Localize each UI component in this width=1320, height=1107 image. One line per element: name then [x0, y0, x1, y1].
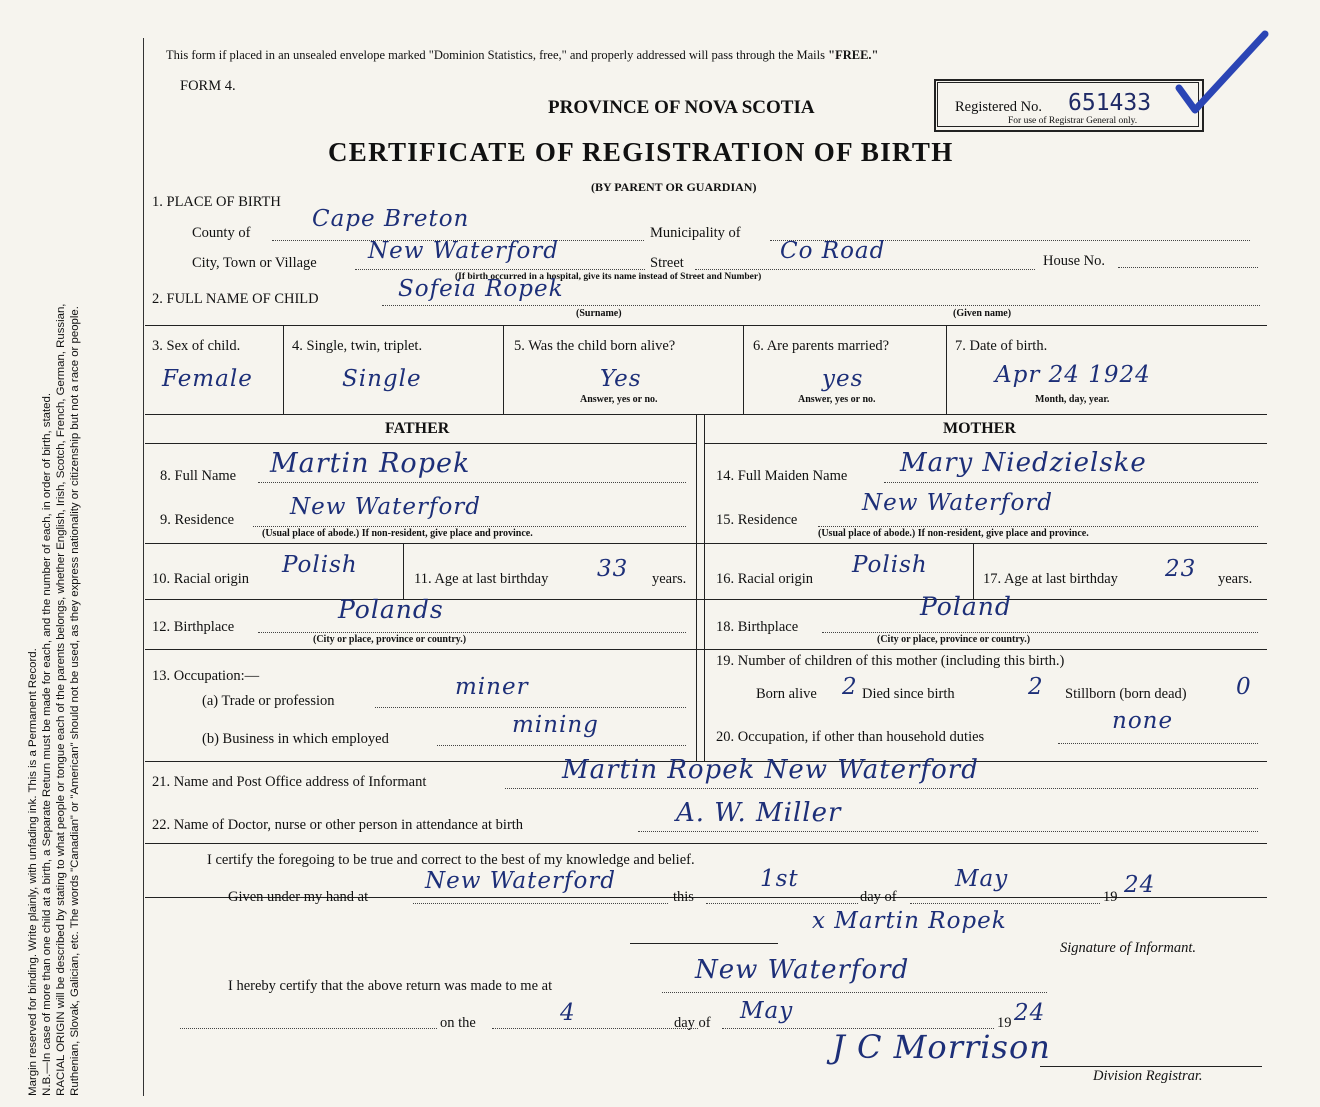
father-residence-line: [253, 526, 686, 527]
doctor-label: 22. Name of Doctor, nurse or other person in attendance at birth: [152, 817, 524, 833]
return-month-value: May: [740, 998, 794, 1024]
mother-name-value: Mary Niedzielske: [900, 448, 1147, 478]
divider: [145, 443, 696, 444]
birth-date-label: 7. Date of birth.: [955, 338, 1048, 354]
day-of-label: day of: [860, 889, 897, 905]
margin-rule: [143, 38, 144, 1096]
informant-line: [505, 788, 1258, 789]
mother-residence-note: (Usual place of abode.) If non-resident, give place and province.: [818, 528, 1089, 539]
father-residence-label: 9. Residence: [160, 512, 235, 528]
father-birthplace-value: Polands: [338, 595, 444, 624]
father-race-label: 10. Racial origin: [152, 571, 250, 587]
return-year-prefix: 19: [997, 1015, 1012, 1031]
father-age-value: 33: [597, 556, 629, 582]
sex-label: 3. Sex of child.: [152, 338, 241, 354]
column-rule: [704, 414, 705, 761]
mother-name-line: [884, 482, 1258, 483]
trade-line: [375, 707, 686, 708]
parents-married-value: yes: [822, 366, 864, 392]
column-rule: [946, 325, 947, 414]
street-line: [695, 269, 1035, 270]
return-label: I hereby certify that the above return was made to me at: [228, 978, 553, 994]
street-value: Co Road: [780, 238, 886, 264]
informant-value: Martin Ropek New Waterford: [562, 755, 979, 785]
mother-age-label: 17. Age at last birthday: [983, 571, 1118, 587]
divider: [145, 543, 1267, 544]
registrar-signature: J C Morrison: [832, 1028, 1051, 1066]
father-years: years.: [652, 571, 687, 587]
given-name-note: (Given name): [953, 308, 1012, 319]
surname-note: (Surname): [576, 308, 622, 319]
trade-value: miner: [455, 674, 529, 700]
died-label: Died since birth: [862, 686, 955, 702]
given-label: Given under my hand at: [228, 889, 369, 905]
born-alive-label: 5. Was the child born alive?: [514, 338, 676, 354]
place-of-birth-label: 1. PLACE OF BIRTH: [152, 194, 281, 210]
stillborn-label: Stillborn (born dead): [1065, 686, 1187, 702]
house-label: House No.: [1043, 253, 1106, 269]
this-label: this: [673, 889, 694, 905]
margin-note-line: N.B.—In case of more than one child at a birth, a Separate Return must be made for each, and the number of each, in order of birth, stated.: [41, 392, 54, 1096]
father-heading: FATHER: [385, 420, 450, 437]
city-line: [355, 269, 645, 270]
mother-residence-line: [818, 526, 1258, 527]
plurality-value: Single: [342, 366, 422, 392]
column-rule: [283, 325, 284, 414]
mother-residence-label: 15. Residence: [716, 512, 798, 528]
father-name-value: Martin Ropek: [270, 448, 471, 479]
certify-statement: I certify the foregoing to be true and correct to the best of my knowledge and belief.: [207, 852, 695, 868]
return-day-value: 4: [560, 1000, 576, 1026]
child-name-label: 2. FULL NAME OF CHILD: [152, 291, 319, 307]
occupation-label: 13. Occupation:—: [152, 668, 260, 684]
form-number: FORM 4.: [180, 78, 236, 94]
mail-notice: This form if placed in an unsealed envelope marked "Dominion Statistics, free," and properly addressed will pass through the Mails "FREE.": [166, 48, 879, 62]
column-rule: [403, 543, 404, 599]
divider: [145, 843, 1267, 844]
answer-note: Answer, yes or no.: [798, 394, 876, 405]
margin-note-line: Margin reserved for binding. Write plainly, with unfading ink. This is a Permanent Record.: [27, 648, 40, 1096]
business-label: (b) Business in which employed: [202, 731, 389, 747]
plurality-label: 4. Single, twin, triplet.: [292, 338, 423, 354]
checkmark-icon: [1175, 30, 1270, 115]
return-place-line: [662, 992, 1047, 993]
born-alive-count-label: Born alive: [756, 686, 817, 702]
mother-occupation-label: 20. Occupation, if other than household duties: [716, 729, 985, 745]
mother-race-value: Polish: [852, 552, 928, 578]
parents-married-label: 6. Are parents married?: [753, 338, 890, 354]
return-place-value: New Waterford: [695, 955, 910, 985]
trade-label: (a) Trade or profession: [202, 693, 335, 709]
answer-note: Answer, yes or no.: [580, 394, 658, 405]
father-residence-note: (Usual place of abode.) If non-resident, give place and province.: [262, 528, 533, 539]
sex-value: Female: [162, 366, 253, 392]
father-birthplace-note: (City or place, province or country.): [313, 634, 467, 645]
mother-name-label: 14. Full Maiden Name: [716, 468, 848, 484]
registered-label: Registered No.: [955, 99, 1042, 115]
column-rule: [503, 325, 504, 414]
column-rule: [696, 414, 697, 761]
day-line: [706, 903, 858, 904]
informant-signature-label: Signature of Informant.: [1060, 940, 1197, 956]
column-rule: [973, 543, 974, 599]
father-race-value: Polish: [282, 552, 358, 578]
municipality-label: Municipality of: [650, 225, 741, 241]
mother-birthplace-note: (City or place, province or country.): [877, 634, 1031, 645]
father-birthplace-line: [258, 632, 686, 633]
child-name-line: [382, 305, 1260, 306]
house-line: [1118, 267, 1258, 268]
county-value: Cape Breton: [312, 206, 470, 232]
date-note: Month, day, year.: [1035, 394, 1110, 405]
divider: [145, 414, 1267, 415]
mother-years: years.: [1218, 571, 1253, 587]
city-value: New Waterford: [368, 238, 560, 264]
registrar-signature-line: [1040, 1066, 1262, 1067]
return-day-of-label: day of: [674, 1015, 711, 1031]
street-label: Street: [650, 255, 684, 271]
father-name-label: 8. Full Name: [160, 468, 237, 484]
father-age-label: 11. Age at last birthday: [414, 571, 549, 587]
father-residence-value: New Waterford: [290, 494, 482, 520]
year-value: 24: [1124, 872, 1156, 898]
father-name-line: [258, 482, 686, 483]
given-place-line: [413, 903, 668, 904]
subtitle: (BY PARENT OR GUARDIAN): [591, 180, 757, 194]
child-name-value: Sofeia Ropek: [398, 276, 564, 302]
city-label: City, Town or Village: [192, 255, 317, 271]
divider: [145, 649, 1267, 650]
month-line: [910, 903, 1100, 904]
province-heading: PROVINCE OF NOVA SCOTIA: [548, 97, 815, 118]
page-title: CERTIFICATE OF REGISTRATION OF BIRTH: [328, 137, 954, 167]
divider: [145, 599, 1267, 600]
informant-signature: x Martin Ropek: [812, 908, 1007, 934]
registrar-label: Division Registrar.: [1093, 1068, 1203, 1084]
mother-heading: MOTHER: [943, 420, 1016, 437]
column-rule: [743, 325, 744, 414]
divider: [704, 443, 1267, 444]
died-value: 2: [1028, 674, 1044, 700]
county-label: County of: [192, 225, 251, 241]
mother-residence-value: New Waterford: [862, 490, 1054, 516]
doctor-value: A. W. Miller: [676, 798, 842, 828]
business-line: [437, 745, 686, 746]
on-the-lead-line: [180, 1028, 437, 1029]
born-alive-count-value: 2: [842, 674, 858, 700]
children-count-label: 19. Number of children of this mother (including this birth.): [716, 653, 1065, 669]
doctor-line: [638, 831, 1258, 832]
mother-birthplace-line: [822, 632, 1258, 633]
margin-note: [27, 56, 83, 1096]
divider: [145, 325, 1267, 326]
informant-label: 21. Name and Post Office address of Informant: [152, 774, 427, 790]
on-the-label: on the: [440, 1015, 476, 1031]
return-year-value: 24: [1014, 1000, 1046, 1026]
mother-occupation-value: none: [1112, 708, 1174, 734]
mother-birthplace-label: 18. Birthplace: [716, 619, 799, 635]
given-place-value: New Waterford: [425, 868, 617, 894]
business-value: mining: [512, 712, 599, 738]
mother-race-label: 16. Racial origin: [716, 571, 814, 587]
registrar-note: For use of Registrar General only.: [1008, 116, 1138, 126]
mother-occupation-line: [1058, 743, 1258, 744]
return-day-line: [492, 1028, 698, 1029]
registered-number: 651433: [1068, 90, 1152, 116]
margin-note-line: RACIAL ORIGIN will be described by stating to what people or tongue each of the parents belongs, whether English, Irish, Scotch, French, German, Russian,: [55, 303, 67, 1096]
mother-age-value: 23: [1165, 556, 1197, 582]
stillborn-value: 0: [1236, 674, 1252, 700]
year-prefix: 19: [1103, 889, 1118, 905]
signature-line: [630, 943, 778, 944]
hospital-note: (If birth occurred in a hospital, give its name instead of Street and Number): [455, 272, 762, 282]
born-alive-value: Yes: [600, 366, 642, 392]
margin-note-line: Ruthenian, Slovak, Galician, etc. The words "Canadian" or "American" should not be used, as they express nationality or citizenship but not a race or people.: [68, 306, 81, 1096]
mother-birthplace-value: Poland: [920, 592, 1012, 621]
birth-date-value: Apr 24 1924: [995, 362, 1151, 388]
day-value: 1st: [760, 866, 799, 892]
father-birthplace-label: 12. Birthplace: [152, 619, 235, 635]
month-value: May: [955, 866, 1009, 892]
